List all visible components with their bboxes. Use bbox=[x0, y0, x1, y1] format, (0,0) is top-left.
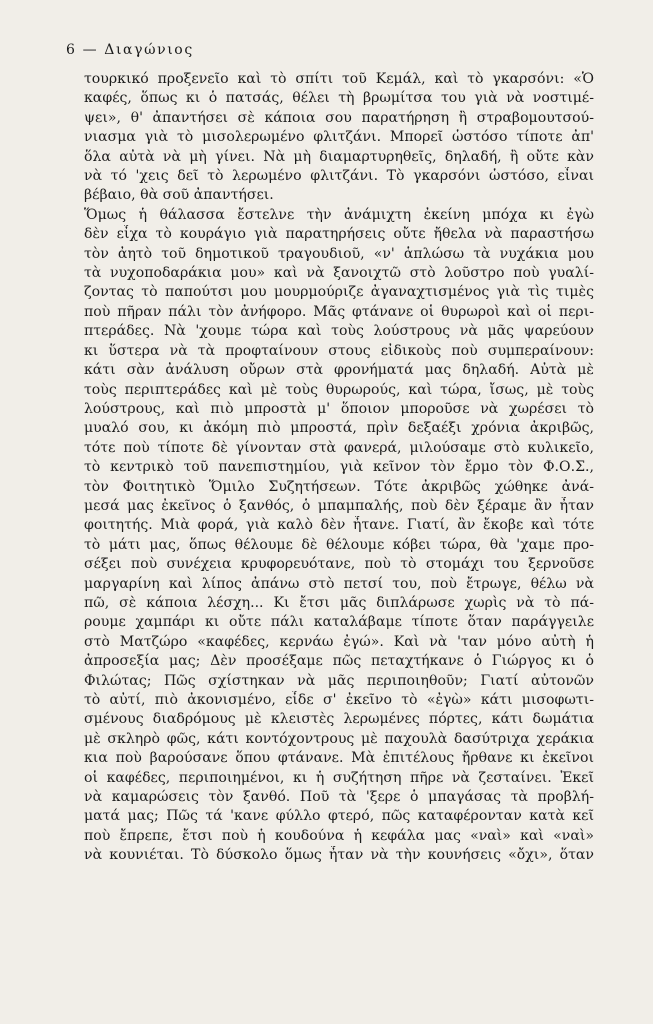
text-line: Ὅμως ἡ θάλασσα ἔστελνε τὴν ἀνάμιχτη ἐκείνη μπόχα κι ἐγὼ bbox=[84, 206, 594, 223]
text-line: σμένους διαδρόμους μὲ κλειστὲς λερωμένες πόρτες, κάτι δωμάτια bbox=[84, 711, 594, 728]
text-line: τὸν Φοιτητικὸ Ὅμιλο Συζητήσεων. Τότε ἀκριβῶς χώθηκε ἀνά- bbox=[84, 478, 594, 495]
text-line: νιασμα γιὰ τὸ μισολερωμένο φλιτζάνι. Μπορεῖ ὡστόσο τίποτε ἀπ' bbox=[84, 129, 594, 146]
text-line: μυαλό σου, κι ἀκόμη πιὸ μπροστά, πρὶν δεξαέξι χρόνια ἀκριβῶς, bbox=[84, 420, 594, 437]
running-title: Διαγώνιος bbox=[104, 42, 194, 58]
text-line: τὸ αὐτί, πιὸ ἀκονισμένο, εἶδε σ' ἐκεῖνο τὸ «ἐγὼ» κάτι μισοφωτι- bbox=[84, 692, 594, 708]
text-line: σέξει ποὺ συνέχεια κρυφορευότανε, ποὺ τὸ στομάχι του ξερνοῦσε bbox=[84, 556, 594, 573]
paragraph-1 bbox=[84, 70, 594, 206]
text-line: τὰ νυχοποδαράκια μου» καὶ νὰ ξανοιχτῶ στὸ λοῦστρο ποὺ γυαλί- bbox=[84, 265, 594, 282]
text-line: μαργαρίνη καὶ λίπος ἀπάνω στὸ πετσί του, ποὺ ἔτρωγε, θέλω νὰ bbox=[84, 575, 594, 592]
paragraph-2 bbox=[84, 206, 594, 866]
text-line: τότε ποὺ τίποτε δὲ γίνονταν στὰ φανερά, μιλούσαμε στὸ κυλικεῖο, bbox=[84, 439, 594, 456]
text-line: τοὺς περιπτεράδες καὶ μὲ τοὺς θυρωρούς, καὶ τώρα, ἴσως, μὲ τοὺς bbox=[84, 381, 594, 398]
text-line: οἱ καφέδες, περιποιημένοι, κι ἡ συζήτηση πῆρε νὰ ζεσταίνει. Ἐκεῖ bbox=[84, 769, 594, 786]
text-line: ὅλα αὐτὰ νὰ μὴ γίνει. Νὰ μὴ διαμαρτυρηθεῖς, δηλαδή, ἢ οὔτε κὰν bbox=[84, 148, 594, 165]
text-line: τὸν ἀητὸ τοῦ δημοτικοῦ τραγουδιοῦ, «ν' ἁπλώσω τὰ νυχάκια μου bbox=[84, 245, 594, 262]
header-separator: — bbox=[82, 42, 99, 58]
text-line: ζοντας τὸ παπούτσι μου μουρμούριζε ἀγαναχτισμένος γιὰ τὶς τιμὲς bbox=[84, 284, 594, 301]
text-line: πτεράδες. Νὰ 'χουμε τώρα καὶ τοὺς λούστρους νὰ μᾶς ψαρεύουν bbox=[84, 323, 594, 340]
text-line: κια ποὺ βαρούσανε ὅπου φτάνανε. Μὰ ἐπιτέλους ἤρθανε κι ἐκεῖνοι bbox=[84, 750, 594, 767]
text-line: ποὺ πῆραν πάλι τὸν ἀνήφορο. Μᾶς φτάνανε οἱ θυρωροὶ καὶ οἱ περι- bbox=[84, 303, 594, 320]
text-line: νὰ κουνιέται. Τὸ δύσκολο ὅμως ἦταν νὰ τὴν κουνήσεις «ὄχι», ὅταν bbox=[84, 847, 594, 864]
running-header bbox=[66, 42, 194, 58]
text-line: βέβαιο, θὰ σοῦ ἀπαντήσει. bbox=[84, 187, 274, 204]
text-line: νὰ καμαρώσεις τὸν ξανθό. Ποῦ τὰ 'ξερε ὁ μπαγάσας τὰ προβλή- bbox=[84, 789, 594, 806]
text-line: μεσά μας ἐκεῖνος ὁ ξανθός, ὁ μπαμπαλής, ποὺ δὲν ξέραμε ἂν ἦταν bbox=[84, 497, 594, 514]
body-text bbox=[84, 70, 594, 866]
text-line: πῶ, σὲ κάποια λέσχη... Κι ἔτσι μᾶς διπλάρωσε χωρὶς νὰ τὸ πά- bbox=[84, 594, 594, 611]
text-line: ἀπροσεξία μας; Δὲν προσέξαμε πῶς πεταχτήκανε ὁ Γιώργος κι ὁ bbox=[84, 653, 594, 670]
text-line: ματά μας; Πῶς τά 'κανε φύλλο φτερό, πῶς καταφέρονταν κατὰ κεῖ bbox=[84, 808, 594, 825]
text-line: λούστρους, καὶ πιὸ μπροστὰ μ' ὅποιον μποροῦσε νὰ χωρέσει τὸ bbox=[84, 400, 594, 417]
text-line: ψει», θ' ἀπαντήσει σὲ κάποια σου παρατήρηση ἢ στραβομουτσού- bbox=[84, 109, 594, 126]
text-line: καφές, ὅπως κι ὁ πατσάς, θέλει τὴ βρωμίτσα του γιὰ νὰ νοστιμέ- bbox=[84, 90, 594, 107]
text-line: κάτι σὰν ἀνάλυση οὔρων στὰ φρονήματά μας δηλαδή. Αὐτὰ μὲ bbox=[84, 362, 594, 379]
text-line: μὲ σκληρὸ φῶς, κάτι κοντόχοντρους μὲ παχουλὰ δασύτριχα χεράκια bbox=[84, 730, 594, 747]
text-line: τὸ μάτι μας, ὅπως θέλουμε δὲ θέλουμε κόβει τώρα, θὰ 'χαμε προ- bbox=[84, 536, 594, 553]
text-line: ρουμε χαμπάρι κι οὔτε πάλι καταλάβαμε τίποτε ὅταν παράγγειλε bbox=[84, 614, 594, 631]
text-line: τὸ κεντρικὸ τοῦ πανεπιστημίου, γιὰ κεῖνον τὸν ἔρμο τὸν Φ.Ο.Σ., bbox=[84, 459, 594, 476]
text-line: δὲν εἶχα τὸ κουράγιο γιὰ παρατηρήσεις οὔτε ἤθελα νὰ παραστήσω bbox=[84, 226, 594, 243]
text-line: τουρκικό προξενεῖο καὶ τὸ σπίτι τοῦ Κεμάλ, καὶ τὸ γκαρσόνι: «Ὁ bbox=[84, 71, 594, 87]
text-line: νὰ τό 'χεις δεῖ τὸ λερωμένο φλιτζάνι. Τὸ γκαρσόνι ὡστόσο, εἶναι bbox=[84, 168, 594, 185]
text-line: φοιτητής. Μιὰ φορά, γιὰ καλὸ δὲν ἦτανε. Γιατί, ἂν ἔκοβε καὶ τότε bbox=[84, 517, 594, 534]
text-line: στὸ Ματζώρο «καφέδες, κερνάω ἐγώ». Καὶ νὰ 'ταν μόνο αὐτὴ ἡ bbox=[84, 633, 594, 650]
text-line: κι ὕστερα νὰ τὰ προφταίνουν στους εἰδικοὺς ποὺ συμπεραίνουν: bbox=[84, 342, 594, 359]
page-number: 6 bbox=[66, 42, 77, 58]
text-line: ποὺ ἔπρεπε, ἔτσι ποὺ ἡ κουδούνα ἡ κεφάλα μας «ναὶ» καὶ «ναὶ» bbox=[84, 827, 594, 844]
text-line: Φιλώτας; Πῶς σχίστηκαν νὰ μᾶς περιποιηθοῦν; Γιατί αὐτονῶν bbox=[84, 672, 594, 689]
